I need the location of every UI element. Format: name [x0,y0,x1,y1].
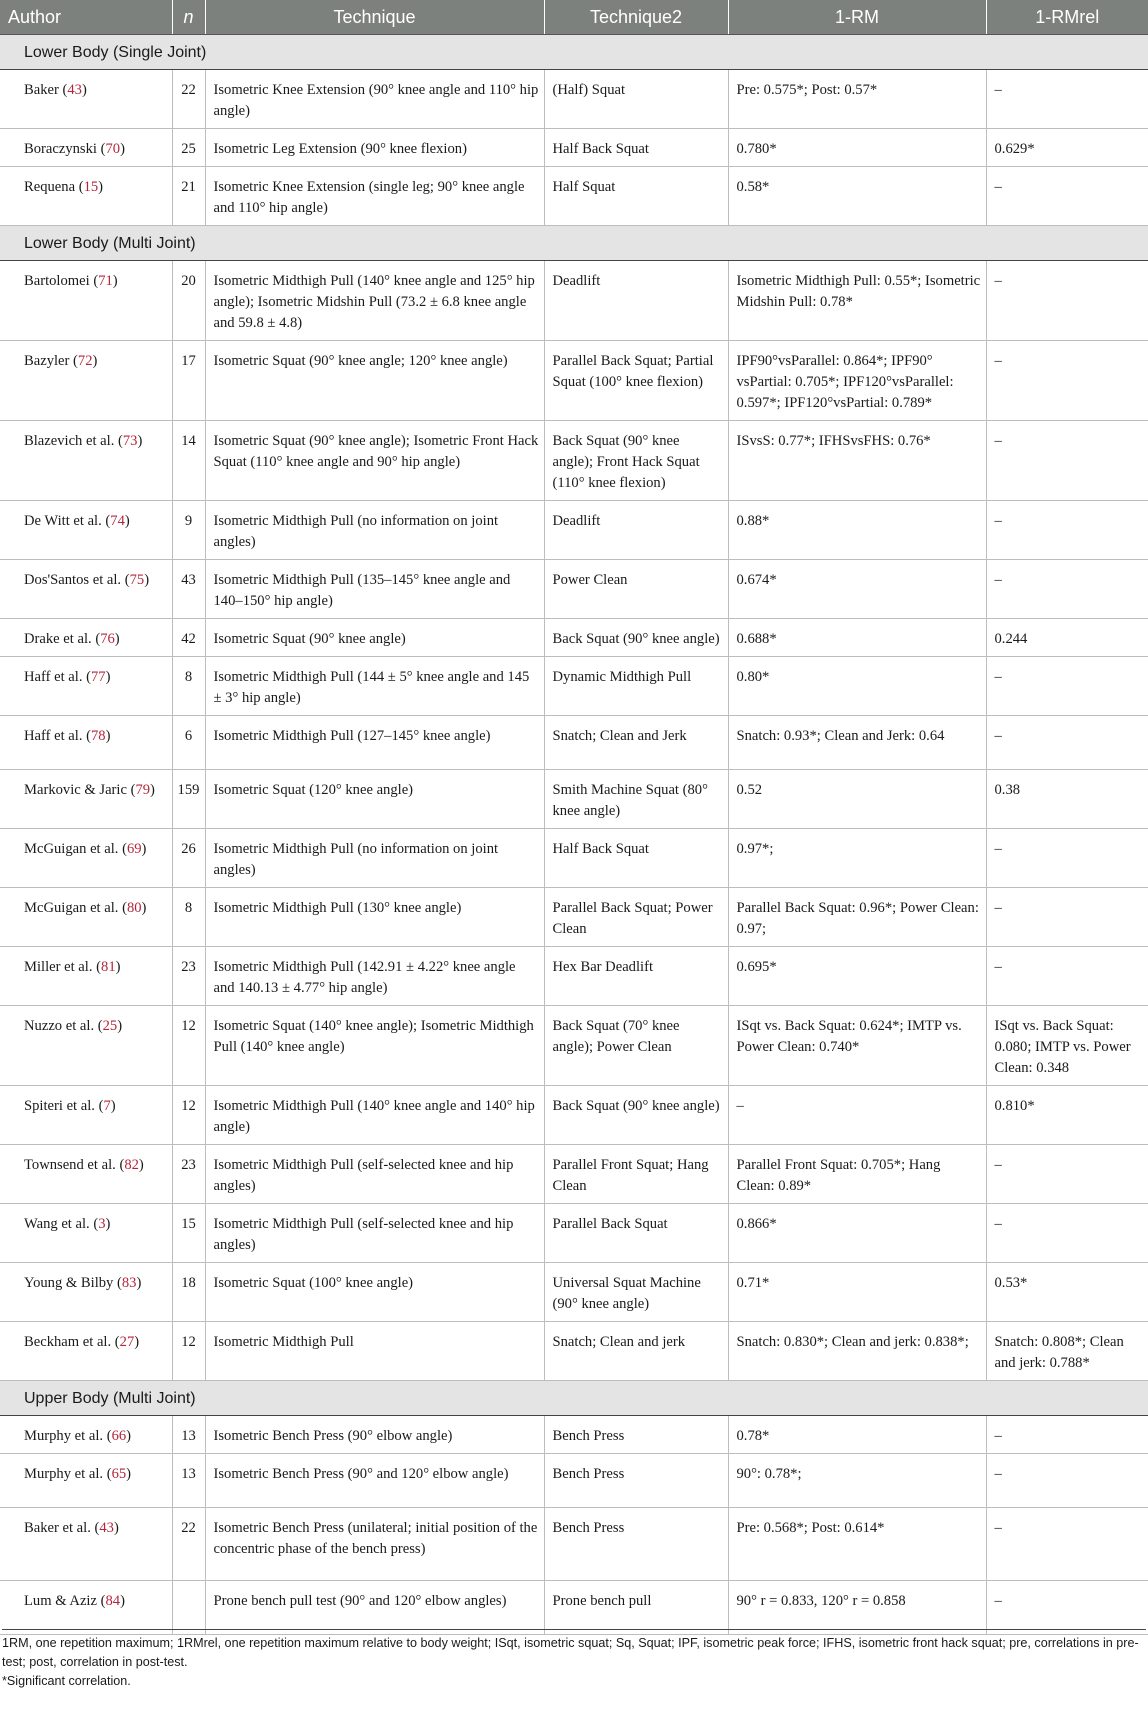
table-row [0,341,1148,421]
rmrel-cell: 0.38 [986,770,1148,829]
technique2-cell: Deadlift [544,261,728,341]
table-row [0,657,1148,716]
reference-link[interactable]: 66 [111,1428,127,1444]
author-name: Haff et al. [24,728,83,744]
technique2-cell: Universal Squat Machine (90° knee angle) [544,1263,728,1322]
rm-cell: 0.71* [728,1263,986,1322]
author-name: Haff et al. [24,669,83,685]
technique-cell: Isometric Squat (140° knee angle); Isometric Midthigh Pull (140° knee angle) [205,1006,544,1086]
author-cell: Boraczynski (70) [0,129,172,167]
reference-link[interactable]: 73 [122,433,138,449]
rmrel-cell: – [986,888,1148,947]
table-row [0,1263,1148,1322]
rmrel-cell: – [986,501,1148,560]
table-row [0,1581,1148,1635]
header-row [0,0,1148,35]
n-cell: 12 [172,1322,205,1381]
rmrel-cell: – [986,716,1148,770]
technique2-cell: Half Back Squat [544,129,728,167]
author-cell: Lum & Aziz (84) [0,1581,172,1635]
table-row [0,619,1148,657]
rmrel-cell: 0.53* [986,1263,1148,1322]
footnote-abbreviations: 1RM, one repetition maximum; 1RMrel, one repetition maximum relative to body weight; ISqt, isometric squat; Sq, Squat; IPF, isometric peak force; IFHS, isometric front hack squat; pre, correlations in pre-test; post, correlation in post-test. [2,1636,1139,1669]
rmrel-cell: – [986,70,1148,129]
reference-link[interactable]: 75 [129,572,145,588]
rm-cell: Isometric Midthigh Pull: 0.55*; Isometric Midshin Pull: 0.78* [728,261,986,341]
technique-cell: Isometric Midthigh Pull (130° knee angle) [205,888,544,947]
rm-cell: Parallel Back Squat: 0.96*; Power Clean: 0.97; [728,888,986,947]
table-row [0,261,1148,341]
n-cell: 21 [172,167,205,226]
technique-cell: Isometric Knee Extension (90° knee angle and 110° hip angle) [205,70,544,129]
author-cell: Markovic & Jaric (79) [0,770,172,829]
rmrel-cell: 0.810* [986,1086,1148,1145]
technique-cell: Isometric Midthigh Pull (no information on joint angles) [205,829,544,888]
author-name: Markovic & Jaric [24,782,127,798]
rmrel-cell: – [986,1454,1148,1508]
rm-cell: – [728,1086,986,1145]
author-cell: Spiteri et al. (7) [0,1086,172,1145]
reference-link[interactable]: 15 [83,179,99,195]
table-row [0,1508,1148,1581]
author-cell: McGuigan et al. (80) [0,888,172,947]
table-row [0,1454,1148,1508]
n-cell: 25 [172,129,205,167]
table-row [0,1006,1148,1086]
rmrel-cell: – [986,421,1148,501]
technique2-cell: Power Clean [544,560,728,619]
author-cell: Haff et al. (77) [0,657,172,716]
table-row [0,1416,1148,1454]
table-row [0,167,1148,226]
rm-cell: IPF90°vsParallel: 0.864*; IPF90° vsPartial: 0.705*; IPF120°vsParallel: 0.597*; IPF120°vsPartial: 0.789* [728,341,986,421]
technique-cell: Isometric Midthigh Pull (140° knee angle and 125° hip angle); Isometric Midshin Pull (73.2 ± 6.8 knee angle and 59.8 ± 4.8) [205,261,544,341]
rm-cell: ISqt vs. Back Squat: 0.624*; IMTP vs. Power Clean: 0.740* [728,1006,986,1086]
section-title: Lower Body (Multi Joint) [0,226,1148,261]
author-name: McGuigan et al. [24,841,119,857]
author-name: Baker et al. [24,1520,91,1536]
reference-link[interactable]: 70 [105,141,121,157]
reference-link[interactable]: 77 [91,669,106,685]
technique-cell: Isometric Squat (120° knee angle) [205,770,544,829]
section-row [0,35,1148,70]
technique2-cell: Dynamic Midthigh Pull [544,657,728,716]
author-name: McGuigan et al. [24,900,119,916]
author-name: Baker [24,82,59,98]
author-name: De Witt et al. [24,513,102,529]
table-row [0,1322,1148,1381]
n-cell [172,1581,205,1635]
table-row [0,947,1148,1006]
technique2-cell: Parallel Back Squat; Power Clean [544,888,728,947]
author-cell: Murphy et al. (65) [0,1454,172,1508]
technique2-cell: Prone bench pull [544,1581,728,1635]
n-cell: 15 [172,1204,205,1263]
rm-cell: 0.80* [728,657,986,716]
author-name: Townsend et al. [24,1157,116,1173]
rm-cell: 0.97*; [728,829,986,888]
technique-cell: Isometric Midthigh Pull (135–145° knee angle and 140–150° hip angle) [205,560,544,619]
technique-cell: Isometric Knee Extension (single leg; 90° knee angle and 110° hip angle) [205,167,544,226]
rm-cell: 0.688* [728,619,986,657]
rm-cell: 0.88* [728,501,986,560]
table-footnotes [2,1629,1146,1691]
section-title: Upper Body (Multi Joint) [0,1381,1148,1416]
header-technique2: Technique2 [544,0,728,35]
rm-cell: 90° r = 0.833, 120° r = 0.858 [728,1581,986,1635]
technique-cell: Isometric Bench Press (unilateral; initial position of the concentric phase of the bench press) [205,1508,544,1581]
technique-cell: Isometric Midthigh Pull (self-selected knee and hip angles) [205,1145,544,1204]
author-cell: Townsend et al. (82) [0,1145,172,1204]
table-row [0,770,1148,829]
table-row [0,1086,1148,1145]
reference-link[interactable]: 7 [103,1098,111,1114]
rm-cell: 0.58* [728,167,986,226]
n-cell: 22 [172,1508,205,1581]
author-name: Bartolomei [24,273,90,289]
table-row [0,888,1148,947]
reference-link[interactable]: 25 [102,1018,118,1034]
rmrel-cell: – [986,829,1148,888]
author-name: Lum & Aziz [24,1593,97,1609]
table-row [0,1204,1148,1263]
reference-link[interactable]: 80 [126,900,142,916]
author-cell: Baker (43) [0,70,172,129]
technique-cell: Isometric Squat (90° knee angle) [205,619,544,657]
section-row [0,1381,1148,1416]
table-row [0,716,1148,770]
technique2-cell: Back Squat (90° knee angle) [544,1086,728,1145]
author-cell: Young & Bilby (83) [0,1263,172,1322]
section-row [0,226,1148,261]
n-cell: 23 [172,947,205,1006]
technique-cell: Isometric Midthigh Pull (142.91 ± 4.22° knee angle and 140.13 ± 4.77° hip angle) [205,947,544,1006]
rmrel-cell: – [986,1508,1148,1581]
rmrel-cell: – [986,1581,1148,1635]
technique2-cell: Half Back Squat [544,829,728,888]
author-name: Murphy et al. [24,1428,104,1444]
rmrel-cell: – [986,560,1148,619]
reference-link[interactable]: 81 [101,959,116,975]
author-name: Miller et al. [24,959,93,975]
rm-cell: 0.674* [728,560,986,619]
rm-cell: 0.866* [728,1204,986,1263]
rm-cell: 0.780* [728,129,986,167]
header-technique: Technique [205,0,544,35]
reference-link[interactable]: 74 [110,513,125,529]
n-cell: 13 [172,1454,205,1508]
author-cell: Dos'Santos et al. (75) [0,560,172,619]
author-name: Beckham et al. [24,1334,112,1350]
technique2-cell: Back Squat (90° knee angle) [544,619,728,657]
author-cell: McGuigan et al. (69) [0,829,172,888]
rm-cell: Pre: 0.568*; Post: 0.614* [728,1508,986,1581]
author-cell: De Witt et al. (74) [0,501,172,560]
rm-cell: Parallel Front Squat: 0.705*; Hang Clean: 0.89* [728,1145,986,1204]
technique-cell: Isometric Midthigh Pull (127–145° knee angle) [205,716,544,770]
n-cell: 12 [172,1086,205,1145]
technique-cell: Isometric Squat (90° knee angle); Isometric Front Hack Squat (110° knee angle and 90° hip angle) [205,421,544,501]
n-cell: 42 [172,619,205,657]
technique-cell: Isometric Midthigh Pull [205,1322,544,1381]
rm-cell: ISvsS: 0.77*; IFHSvsFHS: 0.76* [728,421,986,501]
technique2-cell: Parallel Back Squat [544,1204,728,1263]
technique2-cell: Snatch; Clean and jerk [544,1322,728,1381]
n-cell: 14 [172,421,205,501]
rm-cell: 0.52 [728,770,986,829]
author-name: Boraczynski [24,141,97,157]
author-cell: Nuzzo et al. (25) [0,1006,172,1086]
author-name: Drake et al. [24,631,92,647]
n-cell: 20 [172,261,205,341]
reference-link[interactable]: 79 [135,782,151,798]
table-row [0,560,1148,619]
technique2-cell: Bench Press [544,1416,728,1454]
technique-cell: Isometric Midthigh Pull (self-selected knee and hip angles) [205,1204,544,1263]
rmrel-cell: – [986,167,1148,226]
author-name: Young & Bilby [24,1275,114,1291]
reference-link[interactable]: 84 [105,1593,121,1609]
technique-cell: Isometric Leg Extension (90° knee flexion) [205,129,544,167]
author-cell: Blazevich et al. (73) [0,421,172,501]
author-cell: Bartolomei (71) [0,261,172,341]
author-cell: Requena (15) [0,167,172,226]
technique-cell: Isometric Bench Press (90° elbow angle) [205,1416,544,1454]
author-name: Nuzzo et al. [24,1018,95,1034]
section-title: Lower Body (Single Joint) [0,35,1148,70]
reference-link[interactable]: 78 [91,728,106,744]
rmrel-cell: – [986,1416,1148,1454]
author-cell: Baker et al. (43) [0,1508,172,1581]
technique2-cell: Bench Press [544,1508,728,1581]
author-name: Wang et al. [24,1216,90,1232]
n-cell: 9 [172,501,205,560]
table-row [0,70,1148,129]
reference-link[interactable]: 71 [98,273,113,289]
rmrel-cell: – [986,341,1148,421]
technique-cell: Isometric Midthigh Pull (144 ± 5° knee angle and 145 ± 3° hip angle) [205,657,544,716]
rmrel-cell: Snatch: 0.808*; Clean and jerk: 0.788* [986,1322,1148,1381]
rm-cell: 90°: 0.78*; [728,1454,986,1508]
author-cell: Wang et al. (3) [0,1204,172,1263]
author-name: Murphy et al. [24,1466,104,1482]
n-cell: 159 [172,770,205,829]
reference-link[interactable]: 3 [98,1216,106,1232]
footnote-significance: *Significant correlation. [2,1674,131,1688]
technique2-cell: Snatch; Clean and Jerk [544,716,728,770]
author-cell: Beckham et al. (27) [0,1322,172,1381]
rm-cell: 0.695* [728,947,986,1006]
author-cell: Haff et al. (78) [0,716,172,770]
rmrel-cell: 0.629* [986,129,1148,167]
technique-cell: Isometric Midthigh Pull (140° knee angle and 140° hip angle) [205,1086,544,1145]
table-row [0,1145,1148,1204]
n-cell: 26 [172,829,205,888]
n-cell: 22 [172,70,205,129]
reference-link[interactable]: 27 [119,1334,135,1350]
rm-cell: Snatch: 0.830*; Clean and jerk: 0.838*; [728,1322,986,1381]
author-name: Dos'Santos et al. [24,572,122,588]
table-row [0,421,1148,501]
table-row [0,829,1148,888]
n-cell: 6 [172,716,205,770]
author-cell: Drake et al. (76) [0,619,172,657]
technique2-cell: Back Squat (70° knee angle); Power Clean [544,1006,728,1086]
n-cell: 8 [172,657,205,716]
reference-link[interactable]: 76 [100,631,115,647]
n-cell: 17 [172,341,205,421]
technique-cell: Isometric Squat (100° knee angle) [205,1263,544,1322]
header-author: Author [0,0,172,35]
n-cell: 8 [172,888,205,947]
author-cell: Bazyler (72) [0,341,172,421]
technique2-cell: Parallel Back Squat; Partial Squat (100° knee flexion) [544,341,728,421]
technique2-cell: (Half) Squat [544,70,728,129]
n-cell: 23 [172,1145,205,1204]
technique2-cell: Smith Machine Squat (80° knee angle) [544,770,728,829]
author-name: Requena [24,179,76,195]
rm-cell: 0.78* [728,1416,986,1454]
header-1rm: 1-RM [728,0,986,35]
n-cell: 13 [172,1416,205,1454]
technique2-cell: Hex Bar Deadlift [544,947,728,1006]
technique2-cell: Back Squat (90° knee angle); Front Hack Squat (110° knee flexion) [544,421,728,501]
technique2-cell: Half Squat [544,167,728,226]
rm-cell: Pre: 0.575*; Post: 0.57* [728,70,986,129]
rmrel-cell: – [986,261,1148,341]
technique2-cell: Bench Press [544,1454,728,1508]
rmrel-cell: – [986,947,1148,1006]
author-name: Spiteri et al. [24,1098,95,1114]
table-row [0,129,1148,167]
technique2-cell: Parallel Front Squat; Hang Clean [544,1145,728,1204]
n-cell: 12 [172,1006,205,1086]
author-name: Blazevich et al. [24,433,115,449]
reference-link[interactable]: 43 [99,1520,114,1536]
n-cell: 43 [172,560,205,619]
reference-link[interactable]: 65 [111,1466,127,1482]
author-name: Bazyler [24,353,70,369]
author-cell: Murphy et al. (66) [0,1416,172,1454]
technique-cell: Isometric Midthigh Pull (no information on joint angles) [205,501,544,560]
technique-cell: Isometric Bench Press (90° and 120° elbow angle) [205,1454,544,1508]
rmrel-cell: – [986,1204,1148,1263]
rmrel-cell: – [986,1145,1148,1204]
technique2-cell: Deadlift [544,501,728,560]
author-cell: Miller et al. (81) [0,947,172,1006]
rmrel-cell: ISqt vs. Back Squat: 0.080; IMTP vs. Power Clean: 0.348 [986,1006,1148,1086]
reference-link[interactable]: 43 [67,82,82,98]
n-cell: 18 [172,1263,205,1322]
technique-cell: Prone bench pull test (90° and 120° elbow angles) [205,1581,544,1635]
table-row [0,501,1148,560]
reference-link[interactable]: 82 [124,1157,139,1173]
reference-link[interactable]: 69 [126,841,142,857]
rmrel-cell: – [986,657,1148,716]
technique-cell: Isometric Squat (90° knee angle; 120° knee angle) [205,341,544,421]
rm-cell: Snatch: 0.93*; Clean and Jerk: 0.64 [728,716,986,770]
reference-link[interactable]: 72 [77,353,93,369]
header-1rmrel: 1-RMrel [986,0,1148,35]
rmrel-cell: 0.244 [986,619,1148,657]
reference-link[interactable]: 83 [121,1275,137,1291]
header-n: n [172,0,205,35]
